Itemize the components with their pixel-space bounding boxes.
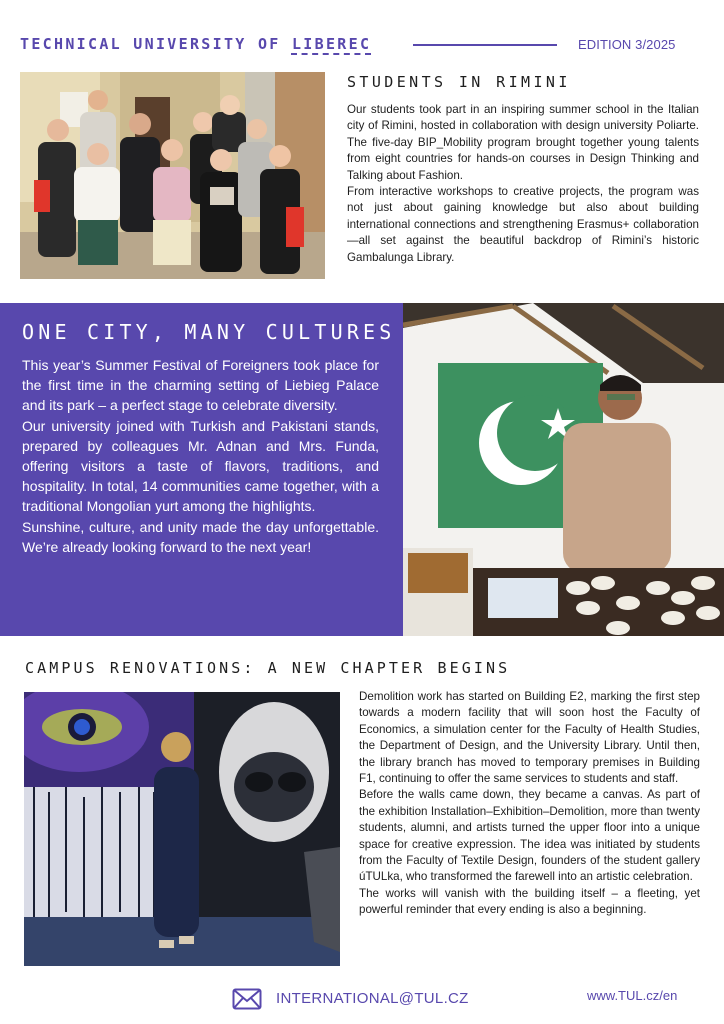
cultures-paragraph: Our university joined with Turkish and Pakistani stands, prepared by colleagues Mr. Adnan and Mrs. Funda, offering visitors a taste of flavors, traditions, and hospitality. In total, 14 communities came together, with a traditional Mongolian yurt among the highlights. <box>22 417 379 515</box>
campus-paragraph: Before the walls came down, they became a canvas. As part of the exhibition Installation–Exhibition–Demolition, more than twenty students, alumni, and artists turned the upper floor into a unique space for creative expression. The idea was initiated by students from the Faculty of Textile Design, founders of the student gallery úTULka, who transformed the farewell into an artistic celebration. <box>359 788 700 884</box>
pakistani-stand-photo <box>403 303 724 636</box>
graffiti-exhibition-photo <box>24 692 340 966</box>
website-link[interactable]: www.TUL.cz/en <box>587 988 678 1003</box>
rimini-section-title: STUDENTS IN RIMINI <box>347 73 571 91</box>
rimini-paragraph: From interactive workshops to creative projects, the program was not just about gaining knowledge but also about building international connections and strengthening Erasmus+ collaboration—all set against the beautiful backdrop of Rimini’s historic Gambalunga Library. <box>347 185 699 264</box>
cultures-paragraph: Sunshine, culture, and unity made the day unforgettable. We’re already looking forward to the next year! <box>22 518 379 555</box>
edition-label: EDITION 3/2025 <box>578 37 676 52</box>
masthead-city: LIBEREC <box>291 35 372 53</box>
rimini-section-body <box>347 102 699 266</box>
campus-section-body <box>359 689 700 919</box>
cultures-section-body <box>22 355 379 557</box>
masthead-prefix: TECHNICAL UNIVERSITY OF <box>20 35 292 53</box>
header-divider <box>413 44 557 46</box>
campus-paragraph: Demolition work has started on Building E2, marking the first step towards a modern facility that will soon host the Faculty of Economics, a simulation center for the Faculty of Health Studies, the Department of Design, and the University Library. Until then, the library branch has moved to temporary premises in Building F1, continuing to offer the same services to students and staff. <box>359 690 700 786</box>
newsletter-masthead <box>20 35 371 53</box>
cultures-paragraph: This year’s Summer Festival of Foreigners took place for the first time in the charming setting of Liebieg Palace and its park – a perfect stage to celebrate diversity. <box>22 357 379 414</box>
rimini-paragraph: Our students took part in an inspiring summer school in the Italian city of Rimini, hosted in collaboration with design university Poliarte. The five-day BIP_Mobility program brought together young talents from eight countries for hands-on courses in Design Thinking and Talking about Fashion. <box>347 103 699 182</box>
campus-paragraph: The works will vanish with the building itself – a fleeting, yet powerful reminder that every ending is also a beginning. <box>359 886 700 917</box>
envelope-icon <box>232 988 262 1010</box>
cultures-section-title: ONE CITY, MANY CULTURES <box>22 320 396 344</box>
contact-email-link[interactable]: INTERNATIONAL@TUL.CZ <box>276 990 469 1007</box>
campus-section-title: CAMPUS RENOVATIONS: A NEW CHAPTER BEGINS <box>25 659 511 677</box>
rimini-group-photo <box>20 72 325 279</box>
